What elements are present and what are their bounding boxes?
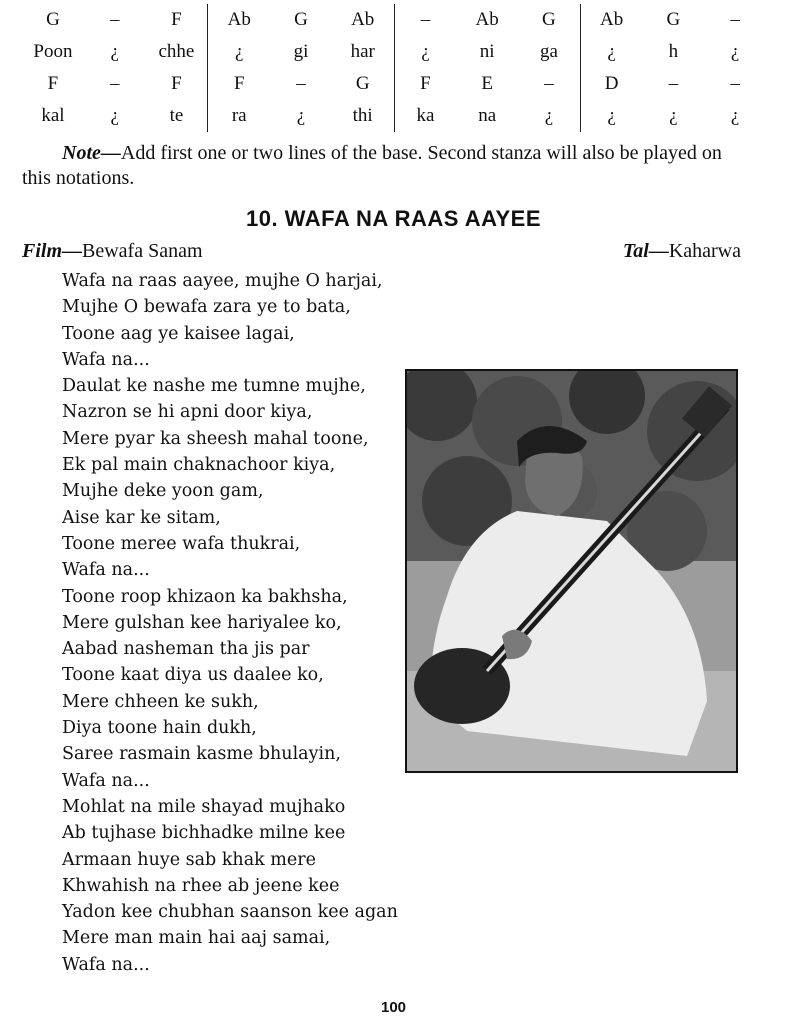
lyric-line: Toone meree wafa thukrai, [62,533,301,554]
notation-cell: ¿ [607,41,616,62]
lyric-line: Aabad nasheman tha jis par [62,639,310,660]
notation-cell: ka [416,105,435,126]
note-paragraph [22,141,752,191]
notation-cell: – [730,9,740,30]
lyric-line: Aise kar ke sitam, [62,507,221,528]
notation-row [22,100,766,132]
sitar-player-photo [405,369,738,773]
lyric-line: Diya toone hain dukh, [62,718,257,739]
notation-cell: har [332,36,394,68]
notation-cell: Ab [600,9,624,30]
tal-name: Kaharwa [668,240,741,262]
lyric-line: Toone aag ye kaisee lagai, [62,323,295,344]
notation-cell: Poon [33,41,73,62]
film-line [22,240,203,263]
lyric-line: Wafa na... [62,770,150,791]
notation-row [22,36,766,68]
notation-cell: ¿ [110,105,119,126]
notation-cell: F [420,73,431,94]
notation-cell: thi [332,100,394,132]
notation-cell: F [233,73,245,94]
lyric-line: Mere gulshan kee hariyalee ko, [62,612,342,633]
lyric-line: Mere chheen ke sukh, [62,691,259,712]
page-number: 100 [380,999,407,1016]
notation-row [22,68,766,100]
song-title: 10. WAFA NA RAAS AAYEE [245,206,542,231]
notation-cell: gi [293,41,309,62]
lyric-line: Toone roop khizaon ka bakhsha, [62,586,348,607]
lyric-line: Armaan huye sab khak mere [62,849,316,870]
notation-cell: G [294,9,308,30]
notation-cell: – [296,73,306,94]
notation-cell: G [666,9,681,30]
notation-cell: E [481,73,493,94]
tal-label: Tal— [622,240,669,262]
lyric-line: Wafa na... [62,954,150,975]
notation-cell: ¿ [421,41,430,62]
notation-cell: G [46,9,60,30]
lyric-line: Mere pyar ka sheesh mahal toone, [62,428,369,449]
notation-cell: F [146,4,208,36]
lyric-line: Saree rasmain kasme bhulayin, [62,744,341,765]
notation-cell: ¿ [669,105,678,126]
notation-cell: Ab [227,9,251,30]
lyric-line: Wafa na... [62,560,150,581]
lyric-line: Toone kaat diya us daalee ko, [62,665,324,686]
notation-cell: G [518,4,580,36]
notation-row [22,4,766,36]
lyric-line: Mujhe deke yoon gam, [62,481,264,502]
notation-cell: chhe [146,36,208,68]
notation-table [22,4,766,132]
film-label: Film— [22,240,83,262]
note-label: Note— [62,142,121,164]
notation-cell: na [478,105,497,126]
notation-cell: ¿ [518,100,580,132]
notation-cell: F [146,68,208,100]
notation-cell: ¿ [607,105,616,126]
notation-cell: – [730,73,740,94]
notation-cell: ra [231,105,247,126]
notation-cell: kal [41,105,65,126]
notation-cell: te [146,100,208,132]
lyric-line: Ek pal main chaknachoor kiya, [62,455,336,476]
notation-cell: ¿ [110,41,119,62]
lyrics-list [62,268,398,978]
lyric-line: Mujhe O bewafa zara ye to bata, [62,297,351,318]
notation-cell: ¿ [730,105,740,126]
notation-cell: – [668,73,679,94]
lyric-line: Yadon kee chubhan saanson kee agan [62,902,398,923]
notation-cell: ¿ [730,41,740,62]
lyric-line: Mere man main hai aaj samai, [62,928,331,949]
notation-cell: h [668,41,679,62]
lyric-line: Daulat ke nashe me tumne mujhe, [62,376,366,397]
notation-cell: ¿ [296,105,306,126]
tal-line [623,240,741,263]
lyric-line: Nazron se hi apni door kiya, [62,402,313,423]
lyric-line: Khwahish na rhee ab jeene kee [62,875,340,896]
notation-cell: ga [518,36,580,68]
lyric-line: Ab tujhase bichhadke milne kee [62,823,346,844]
notation-cell: Ab [332,4,394,36]
notation-cell: – [420,9,431,30]
notation-cell: D [604,73,619,94]
notation-cell: – [109,9,120,30]
notation-cell: Ab [475,9,499,30]
film-name: Bewafa Sanam [82,240,203,262]
notation-cell: – [518,68,580,100]
notation-cell: ¿ [235,41,244,62]
lyric-line: Wafa na... [62,349,150,370]
notation-cell: F [47,73,59,94]
notation-cell: – [109,73,120,94]
notation-cell: G [332,68,394,100]
lyric-line: Wafa na raas aayee, mujhe O harjai, [62,271,383,291]
lyric-line: Mohlat na mile shayad mujhako [62,796,346,817]
note-text: Add first one or two lines of the base. Second stanza will also be played on this notations. [22,142,722,189]
notation-cell: ni [479,41,495,62]
